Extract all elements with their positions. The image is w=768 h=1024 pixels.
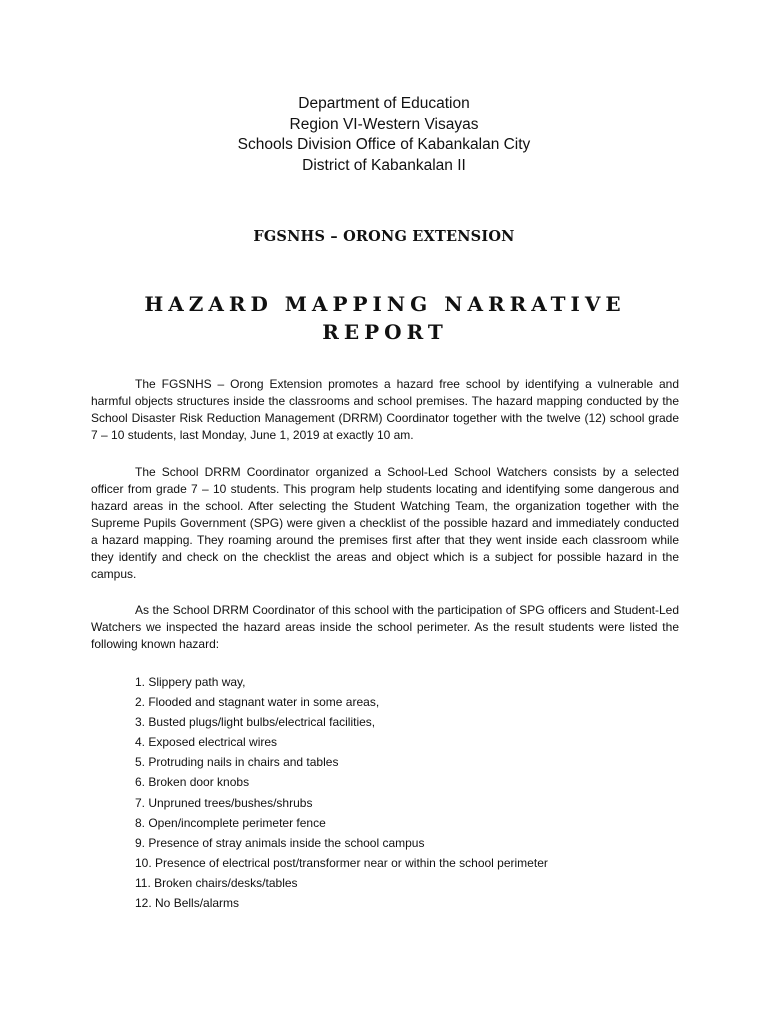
list-item: 10. Presence of electrical post/transformer near or within the school perimeter <box>135 855 548 870</box>
list-item: 7. Unpruned trees/bushes/shrubs <box>135 795 313 810</box>
hazard-list <box>135 672 548 913</box>
list-item: 8. Open/incomplete perimeter fence <box>135 815 326 830</box>
district-line: District of Kabankalan II <box>302 156 466 174</box>
list-item: 12. No Bells/alarms <box>135 896 240 911</box>
list-item: 9. Presence of stray animals inside the school campus <box>135 835 425 850</box>
department-line: Department of Education <box>298 95 470 112</box>
list-item: 3. Busted plugs/light bulbs/electrical facilities, <box>135 715 376 730</box>
report-title-line-1: HAZARD MAPPING NARRATIVE <box>144 292 626 316</box>
report-title-line-2: REPORT <box>322 320 448 344</box>
letterhead <box>0 94 768 176</box>
list-item: 11. Broken chairs/desks/tables <box>135 875 298 890</box>
paragraph-watchers: The School DRRM Coordinator organized a School-Led School Watchers consists by a selected officer from grade 7 – 10 students. This program help students locating and identifying some dangerous and hazard areas in the school. After selecting the Student Watching Team, the organization together with the Supreme Pupils Government (SPG) were given a checklist of the possible hazard and immediately conducted a hazard mapping. They roaming around the premises first after that they went inside each classroom while they identify and check on the checklist the areas and object which is a subject for possible hazard in the campus. <box>91 465 679 581</box>
paragraph-intro: The FGSNHS – Orong Extension promotes a hazard free school by identifying a vulnerable and harmful objects structures inside the classrooms and school premises. The hazard mapping conducted by the School Disaster Risk Reduction Management (DRRM) Coordinator together with the twelve (12) school grade 7 – 10 students, last Monday, June 1, 2019 at exactly 10 am. <box>91 377 679 442</box>
division-line: Schools Division Office of Kabankalan City <box>237 136 531 153</box>
region-line: Region VI-Western Visayas <box>289 115 479 133</box>
list-item: 4. Exposed electrical wires <box>135 735 278 750</box>
list-item: 1. Slippery path way, <box>135 675 246 689</box>
paragraph-inspection: As the School DRRM Coordinator of this school with the participation of SPG officers and Student-Led Watchers we inspected the hazard areas inside the school perimeter. As the result students were listed the following known hazard: <box>91 603 679 651</box>
list-item: 6. Broken door knobs <box>135 775 250 790</box>
list-item: 5. Protruding nails in chairs and tables <box>135 755 339 770</box>
report-title <box>110 290 660 346</box>
list-item: 2. Flooded and stagnant water in some areas, <box>135 695 380 710</box>
school-name: FGSNHS – ORONG EXTENSION <box>253 228 515 245</box>
